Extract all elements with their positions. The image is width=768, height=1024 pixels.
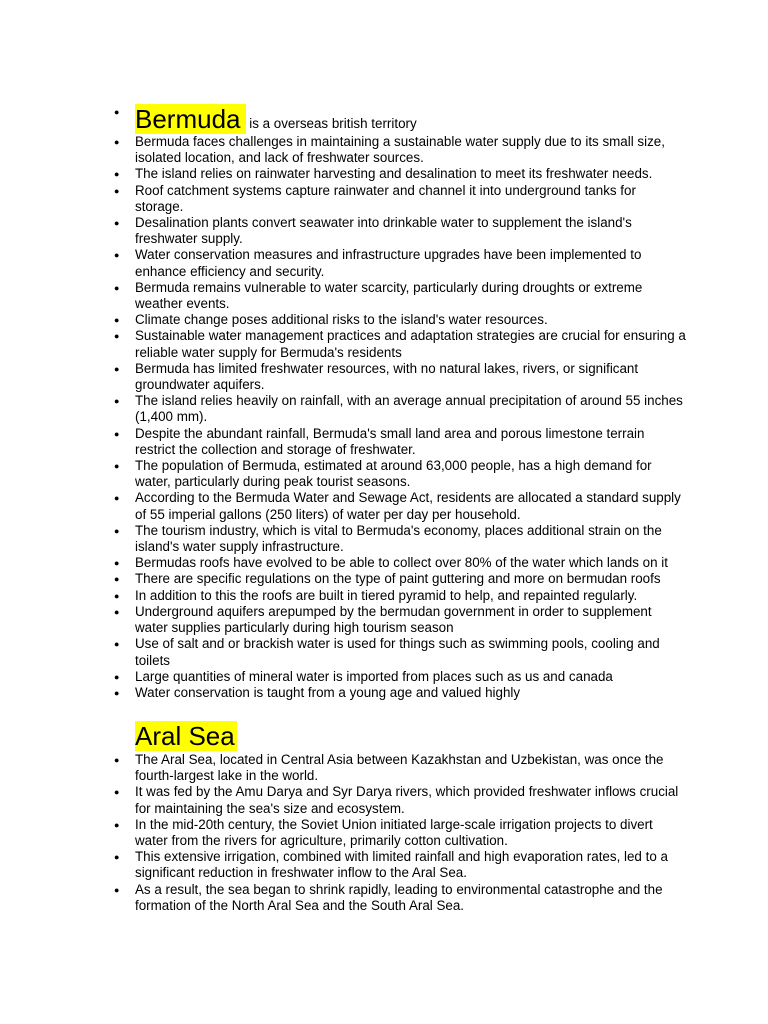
list-item: ● Bermudas roofs have evolved to be able to collect over 80% of the water which lands on it — [114, 555, 686, 571]
list-item: ● The Aral Sea, located in Central Asia between Kazakhstan and Uzbekistan, was once the fourth-largest lake in the world. — [114, 752, 686, 784]
list-item: ● Bermuda remains vulnerable to water scarcity, particularly during droughts or extreme weather events. — [114, 280, 686, 312]
list-item: ● In the mid-20th century, the Soviet Union initiated large-scale irrigation projects to divert water from the rivers for agriculture, primarily cotton cultivation. — [114, 817, 686, 849]
bermuda-bullet-list — [114, 104, 686, 701]
list-item: ● According to the Bermuda Water and Sewage Act, residents are allocated a standard supply of 55 imperial gallons (250 liters) of water per day per household. — [114, 490, 686, 522]
list-item: ● Bermuda has limited freshwater resources, with no natural lakes, rivers, or significant groundwater aquifers. — [114, 361, 686, 393]
aral-sea-heading: Aral Sea — [135, 721, 235, 751]
bermuda-heading: Bermuda — [135, 104, 246, 134]
list-item: ● Bermuda faces challenges in maintaining a sustainable water supply due to its small size, isolated location, and lack of freshwater sources. — [114, 134, 686, 166]
list-item: ● In addition to this the roofs are built in tiered pyramid to help, and repainted regularly. — [114, 588, 686, 604]
bermuda-title-suffix: is a overseas british territory — [249, 116, 417, 131]
list-item: ● Climate change poses additional risks to the island's water resources. — [114, 312, 686, 328]
list-item: ● There are specific regulations on the type of paint guttering and more on bermudan roofs — [114, 571, 686, 587]
list-item: ● Despite the abundant rainfall, Bermuda's small land area and porous limestone terrain restrict the collection and storage of freshwater. — [114, 426, 686, 458]
list-item: ● The island relies heavily on rainfall, with an average annual precipitation of around 55 inches (1,400 mm). — [114, 393, 686, 425]
list-item: ● It was fed by the Amu Darya and Syr Darya rivers, which provided freshwater inflows crucial for maintaining the sea's size and ecosystem. — [114, 784, 686, 816]
list-item: ● Large quantities of mineral water is imported from places such as us and canada — [114, 669, 686, 685]
list-item: ● Sustainable water management practices and adaptation strategies are crucial for ensuring a reliable water supply for Bermuda's residents — [114, 328, 686, 360]
list-item: ● This extensive irrigation, combined with limited rainfall and high evaporation rates, led to a significant reduction in freshwater inflow to the Aral Sea. — [114, 849, 686, 881]
bermuda-title-item — [114, 104, 686, 134]
aral-sea-bullet-list — [114, 752, 686, 914]
list-item: ● Water conservation is taught from a young age and valued highly — [114, 685, 686, 701]
list-item: ● Use of salt and or brackish water is used for things such as swimming pools, cooling and toilets — [114, 636, 686, 668]
list-item: ● The island relies on rainwater harvesting and desalination to meet its freshwater needs. — [114, 166, 686, 182]
list-item: ● As a result, the sea began to shrink rapidly, leading to environmental catastrophe and the formation of the North Aral Sea and the South Aral Sea. — [114, 882, 686, 914]
list-item: ● The tourism industry, which is vital to Bermuda's economy, places additional strain on the island's water supply infrastructure. — [114, 523, 686, 555]
list-item: ● The population of Bermuda, estimated at around 63,000 people, has a high demand for water, particularly during peak tourist seasons. — [114, 458, 686, 490]
list-item: ● Underground aquifers arepumped by the bermudan government in order to supplement water supplies particularly during high tourism season — [114, 604, 686, 636]
list-item: ● Desalination plants convert seawater into drinkable water to supplement the island's freshwater supply. — [114, 215, 686, 247]
list-item: ● Water conservation measures and infrastructure upgrades have been implemented to enhance efficiency and security. — [114, 247, 686, 279]
list-item: ● Roof catchment systems capture rainwater and channel it into underground tanks for storage. — [114, 183, 686, 215]
